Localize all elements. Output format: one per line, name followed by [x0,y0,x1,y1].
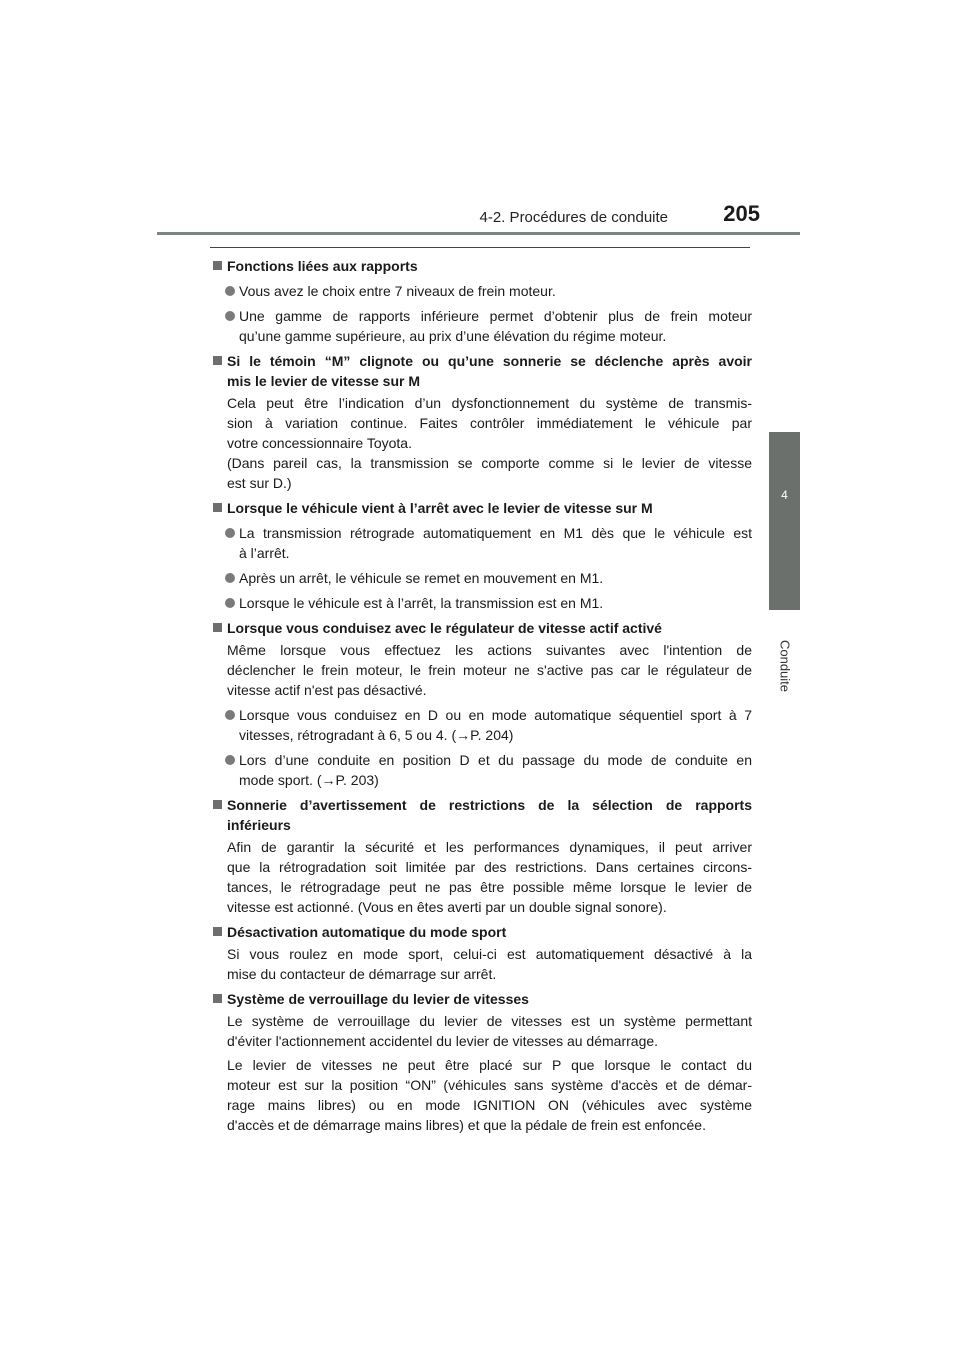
header-rule [157,232,800,235]
bullet-text-line: à l’arrêt. [239,545,290,561]
paragraph-line: tances, le rétrogradage peut ne pas être possible même lorsque le levier de [227,879,752,895]
heading-text-line: Si le témoin “M” clignote ou qu’une sonnerie se déclenche après avoir [227,353,752,369]
heading-text: Désactivation automatique du mode sport [227,924,507,940]
bullet-text-line: Une gamme de rapports inférieure permet d’obtenir plus de frein moteur [239,308,752,324]
paragraph-line: Si vous roulez en mode sport, celui-ci est automatiquement désactivé à la [227,946,752,962]
paragraph-line: d'éviter l'actionnement accidentel du levier de vitesses au démarrage. [227,1033,659,1049]
heading-text: Lorsque vous conduisez avec le régulateur de vitesse actif activé [227,620,662,636]
heading-text-line: Sonnerie d’avertissement de restrictions de la sélection de rapports [227,797,752,813]
heading-text-line: mis le levier de vitesse sur M [227,373,420,389]
heading-text: Fonctions liées aux rapports [227,258,418,274]
bullet-item [212,306,752,346]
circle-bullet-icon [225,573,235,583]
bullet-item [212,281,752,301]
section-heading [212,351,752,391]
paragraph-line: déclencher le frein moteur, le frein moteur ne s'active pas car le régulateur de [227,662,752,678]
paragraph-line: moteur est sur la position “ON” (véhicules sans système d'accès et de démar- [227,1077,752,1093]
section-heading [212,256,752,276]
heading-text: Système de verrouillage du levier de vitesses [227,991,529,1007]
paragraph-line: vitesse est actionné. (Vous en êtes averti par un double signal sonore). [227,899,667,915]
circle-bullet-icon [225,528,235,538]
heading-text: Lorsque le véhicule vient à l’arrêt avec le levier de vitesse sur M [227,500,653,516]
paragraph-line: sion à variation continue. Faites contrôler immédiatement le véhicule par [227,415,752,431]
paragraph-line: que la rétrogradation soit limitée par des restrictions. Dans certaines circons- [227,859,752,875]
section-heading [212,618,752,638]
square-bullet-icon [213,994,222,1003]
circle-bullet-icon [225,286,235,296]
bullet-text: Lorsque le véhicule est à l’arrêt, la transmission est en M1. [239,595,604,611]
square-bullet-icon [213,356,222,365]
paragraph-line: (Dans pareil cas, la transmission se comporte comme si le levier de vitesse [227,455,752,471]
bullet-item [212,568,752,588]
section-heading [212,498,752,518]
bullet-text-line: qu’une gamme supérieure, au prix d’une élévation du régime moteur. [239,328,667,344]
paragraph-line: Afin de garantir la sécurité et les performances dynamiques, il peut arriver [227,839,752,855]
section-heading [212,795,752,835]
paragraph-line: Le levier de vitesses ne peut être placé sur P que lorsque le contact du [227,1057,752,1073]
paragraph-line: Cela peut être l’indication d’un dysfonctionnement du système de transmis- [227,395,752,411]
chapter-tab-number: 4 [781,488,788,502]
bullet-item [212,593,752,613]
paragraph-line: Le système de verrouillage du levier de vitesses est un système permettant [227,1013,752,1029]
paragraph [212,837,752,917]
paragraph-line: Même lorsque vous effectuez les actions suivantes avec l'intention de [227,642,752,658]
paragraph-line: vitesse actif n'est pas désactivé. [227,682,427,698]
bullet-text-line: vitesses, rétrogradant à 6, 5 ou 4. (→P. 204) [239,727,514,743]
chapter-tab-label [768,639,802,693]
circle-bullet-icon [225,710,235,720]
square-bullet-icon [213,800,222,809]
heading-text-line: inférieurs [227,817,291,833]
circle-bullet-icon [225,598,235,608]
section-title: 4-2. Procédures de conduite [479,209,668,226]
paragraph [212,944,752,984]
paragraph-line: rage mains libres) ou en mode IGNITION ON (véhicules avec système [227,1097,752,1113]
square-bullet-icon [213,503,222,512]
paragraph [212,1011,752,1051]
bullet-text: Après un arrêt, le véhicule se remet en mouvement en M1. [239,570,604,586]
circle-bullet-icon [225,311,235,321]
square-bullet-icon [213,623,222,632]
paragraph-line: d'accès et de démarrage mains libres) et que la pédale de frein est enfoncée. [227,1117,706,1133]
bullet-text-line: Lorsque vous conduisez en D ou en mode automatique séquentiel sport à 7 [239,707,752,723]
content-rule [210,247,750,248]
bullet-item [212,750,752,790]
paragraph [212,640,752,700]
chapter-tab-label-text: Conduite [777,639,793,693]
bullet-text: Vous avez le choix entre 7 niveaux de frein moteur. [239,283,556,299]
paragraph [212,1055,752,1135]
bullet-text-line: Lors d’une conduite en position D et du passage du mode de conduite en [239,752,752,768]
page-content [212,256,752,1135]
bullet-text-line: La transmission rétrograde automatiquement en M1 dès que le véhicule est [239,525,752,541]
chapter-tab [769,432,800,610]
paragraph [212,393,752,493]
bullet-item [212,523,752,563]
paragraph-line: est sur D.) [227,475,292,491]
page-number: 205 [723,201,760,226]
bullet-item [212,705,752,745]
square-bullet-icon [213,261,222,270]
bullet-text-line: mode sport. (→P. 203) [239,772,379,788]
square-bullet-icon [213,927,222,936]
section-heading [212,989,752,1009]
paragraph-line: mise du contacteur de démarrage sur arrêt. [227,966,497,982]
paragraph-line: votre concessionnaire Toyota. [227,435,412,451]
section-heading [212,922,752,942]
circle-bullet-icon [225,755,235,765]
